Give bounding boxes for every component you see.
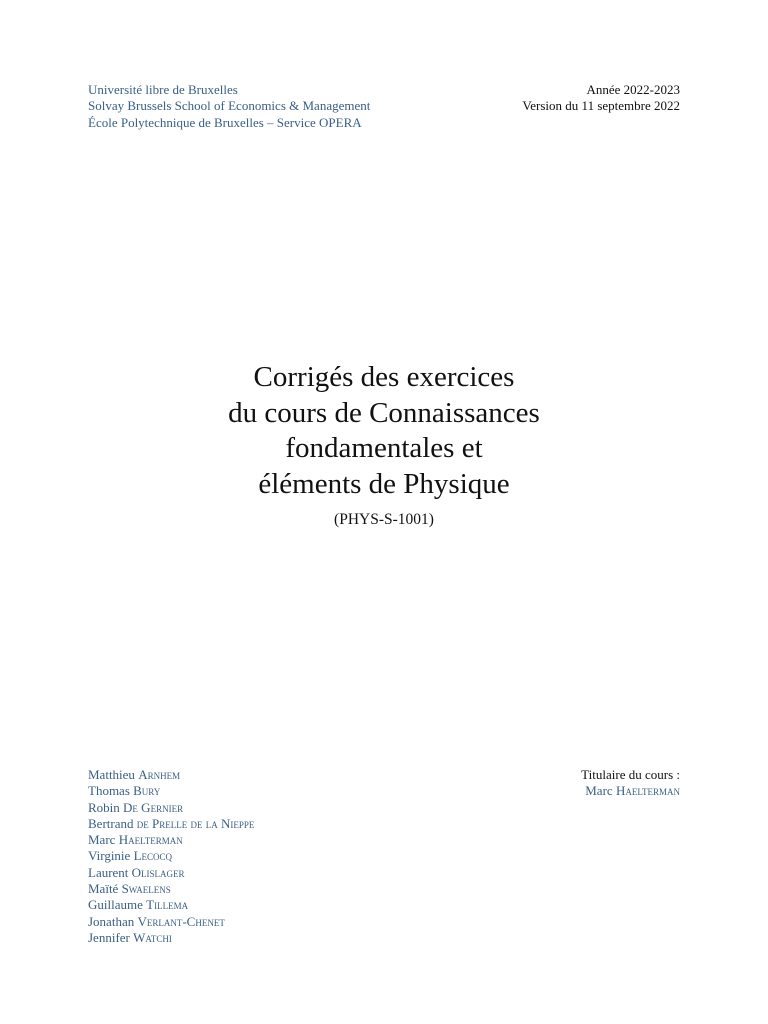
institution-line: École Polytechnique de Bruxelles – Service OPERA xyxy=(88,114,362,130)
author-name: Marc Haelterman xyxy=(88,832,183,848)
course-holder-block xyxy=(581,767,680,800)
document-title xyxy=(0,360,768,502)
author-list xyxy=(88,767,254,946)
author-name: Robin De Gernier xyxy=(88,799,184,815)
course-holder-label: Titulaire du cours : xyxy=(581,767,680,782)
author-name: Bertrand de Prelle de la Nieppe xyxy=(88,815,255,831)
course-code: (PHYS-S-1001) xyxy=(334,511,434,528)
institution-block xyxy=(88,82,370,131)
author-name: Thomas Bury xyxy=(88,783,161,799)
author-name: Guillaume Tillema xyxy=(88,897,189,913)
institution-line: Solvay Brussels School of Economics & Management xyxy=(88,98,371,114)
course-holder-name: Marc Haelterman xyxy=(585,783,680,799)
author-name: Maïté Swaelens xyxy=(88,881,171,897)
document-title-block xyxy=(0,360,768,529)
author-name: Laurent Olislager xyxy=(88,864,185,880)
title-line: Corrigés des exercices xyxy=(253,361,515,393)
title-line: fondamentales et xyxy=(285,432,483,464)
title-line: éléments de Physique xyxy=(258,467,510,500)
academic-year: Année 2022-2023 xyxy=(586,82,680,97)
author-name: Jonathan Verlant-Chenet xyxy=(88,913,225,929)
author-name: Virginie Lecocq xyxy=(88,848,173,864)
version-block xyxy=(522,82,680,115)
author-name: Matthieu Arnhem xyxy=(88,767,181,782)
title-line: du cours de Connaissances xyxy=(228,396,540,429)
institution-line: Université libre de Bruxelles xyxy=(88,82,238,97)
author-name: Jennifer Watchi xyxy=(88,929,172,945)
version-date: Version du 11 septembre 2022 xyxy=(522,98,680,114)
